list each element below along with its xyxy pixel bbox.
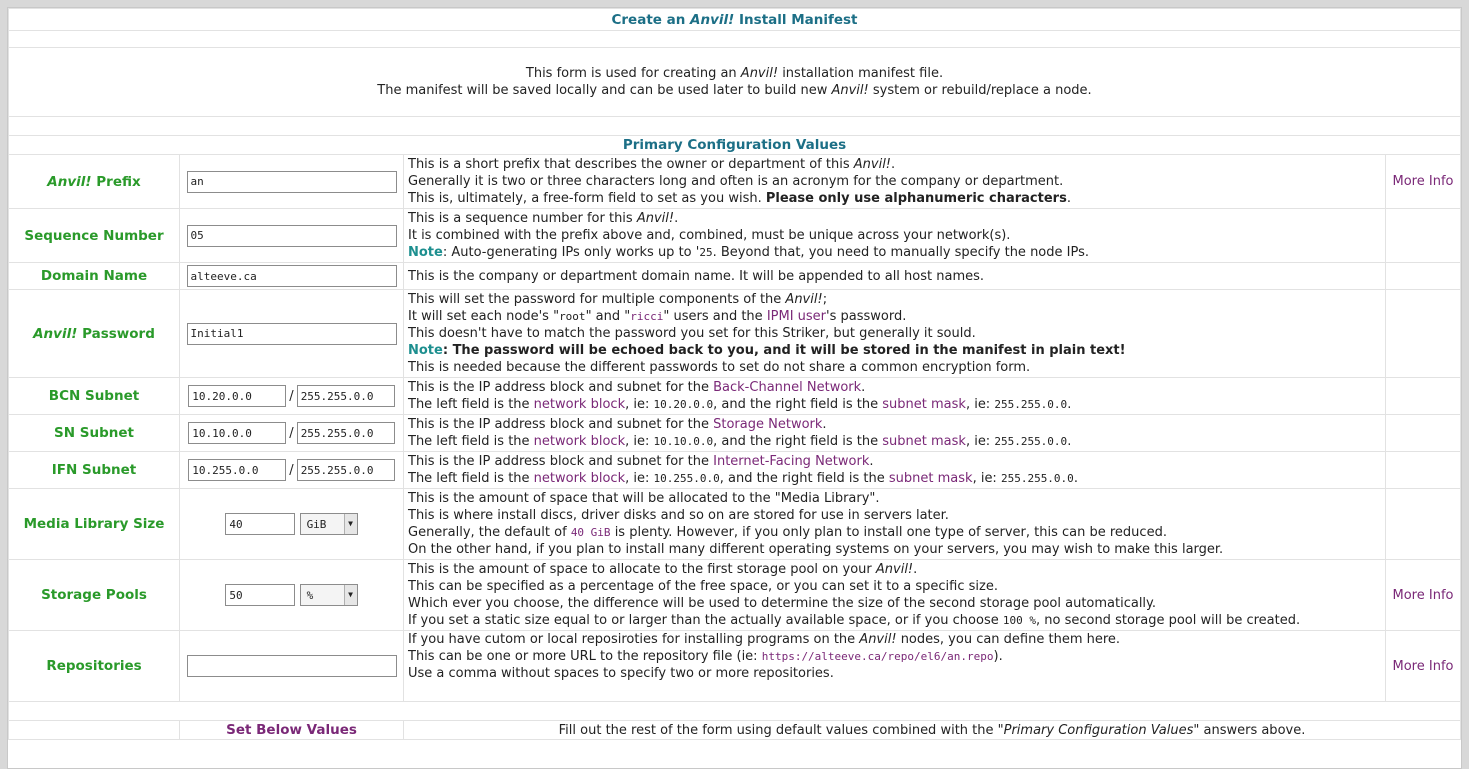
row-repositories [9,631,1461,702]
prefix-input[interactable] [187,171,397,193]
sn-label: SN Subnet [9,415,180,452]
row-prefix [9,155,1461,209]
bcn-mask-input[interactable] [297,385,395,407]
ifn-network-input[interactable] [188,459,286,481]
row-storage-pools [9,560,1461,631]
pool-unit-select[interactable]: % ▼ [300,584,358,606]
set-below-description: Fill out the rest of the form using default values combined with the "Primary Configuration Values" answers above. [404,721,1461,740]
storage-pools-description: This is the amount of space to allocate to the first storage pool on your Anvil!. This can be specified as a percentage of the free space, or you can set it to a specific size. Which ever you choose, the difference will be used to determine the size of the second storage pool automatically. If you set a static size equal to or larger than the actually available space, or if you choose 100 %, no second storage pool will be created. [404,560,1386,631]
section-header-row [9,136,1461,155]
sn-link[interactable]: Storage Network [713,417,823,432]
page-title [9,9,1461,31]
row-media-library [9,489,1461,560]
repositories-label: Repositories [9,631,180,702]
repositories-more-info-link[interactable]: More Info [1392,658,1454,674]
ifn-link[interactable]: Internet-Facing Network [713,454,870,469]
bcn-description: This is the IP address block and subnet for the Back-Channel Network. The left field is the network block, ie: 10.20.0.0, and the right field is the subnet mask, ie: 255.255.0.0. [404,378,1386,415]
sn-description: This is the IP address block and subnet for the Storage Network. The left field is the network block, ie: 10.10.0.0, and the right field is the subnet mask, ie: 255.255.0.0. [404,415,1386,452]
ipmi-user-link[interactable]: IPMI user [766,309,827,324]
domain-label: Domain Name [9,263,180,290]
spacer-row [9,117,1461,136]
intro-text: This form is used for creating an Anvil! installation manifest file. The manifest will be saved locally and can be used later to build new Anvil! system or rebuild/replace a node. [9,48,1461,117]
subnet-mask-link[interactable]: subnet mask [882,397,966,412]
media-size-input[interactable] [225,513,295,535]
repositories-input[interactable] [187,655,397,677]
ifn-description: This is the IP address block and subnet for the Internet-Facing Network. The left field is the network block, ie: 10.255.0.0, and the right field is the subnet mask, ie: 255.255.0.0. [404,452,1386,489]
chevron-down-icon: ▼ [344,514,357,534]
manifest-form-table [8,8,1461,740]
repositories-description: If you have cutom or local reposiroties for installing programs on the Anvil! nodes, you can define them here. This can be one or more URL to the repository file (ie: https://alteeve.ca/repo/el6/an.repo). Use a comma without spaces to specify two or more repositories. [404,631,1386,702]
domain-description: This is the company or department domain name. It will be appended to all host names. [404,263,1386,290]
ifn-label: IFN Subnet [9,452,180,489]
storage-pools-more-info-link[interactable]: More Info [1392,587,1454,603]
storage-pools-label: Storage Pools [9,560,180,631]
title-em: Anvil! [690,11,735,28]
network-block-link[interactable]: network block [533,397,626,412]
network-block-link[interactable]: network block [533,434,626,449]
subnet-mask-link[interactable]: subnet mask [882,434,966,449]
bcn-network-input[interactable] [188,385,286,407]
row-sn: SN Subnet 10.10.0.0 /255.255.0.0 This is the IP address block and subnet for the Storage Network. The left field is the network block, ie: 10.10.0.0, and the right field is the subnet mask, ie: 255.255.0.0. [9,415,1461,452]
ifn-mask-input[interactable] [297,459,395,481]
prefix-description: This is a short prefix that describes the owner or department of this Anvil!. Generally it is two or three characters long and often is an acronym for the company or department. This is, ultimately, a free-form field to set as you wish. Please only use alphanumeric characters. [404,155,1386,209]
media-library-label: Media Library Size [9,489,180,560]
row-sequence [9,209,1461,263]
row-domain [9,263,1461,290]
media-unit-select[interactable]: GiB ▼ [300,513,358,535]
password-description: This will set the password for multiple components of the Anvil!; It will set each node's "root" and "ricci" users and the IPMI user's password. This doesn't have to match the password you set for this Striker, but generally it sould. Note: The password will be echoed back to you, and it will be stored in the manifest in plain text! This is needed because the different passwords to set do not share a common encryption form. [404,290,1386,378]
chevron-down-icon: ▼ [344,585,357,605]
pool-size-input[interactable] [225,584,295,606]
manifest-form-frame [7,7,1462,769]
sequence-input[interactable] [187,225,397,247]
sn-network-input[interactable] [188,422,286,444]
prefix-more-info-link[interactable]: More Info [1392,174,1454,189]
set-below-row [9,721,1461,740]
title-post: Install Manifest [734,11,858,28]
password-input[interactable] [187,323,397,345]
title-pre: Create an [611,11,691,28]
intro-row [9,48,1461,117]
media-library-description: This is the amount of space that will be allocated to the "Media Library". This is where install discs, driver disks and so on are stored for use in servers later. Generally, the default of 40 GiB is plenty. However, if you only plan to install one type of server, this can be reduced. On the other hand, if you plan to install many different operating systems on your servers, you may wish to make this larger. [404,489,1386,560]
set-below-values-button[interactable]: Set Below Values [180,721,404,740]
bcn-label: BCN Subnet [9,378,180,415]
sequence-label: Sequence Number [9,209,180,263]
spacer-row [9,31,1461,48]
section-title: Primary Configuration Values [9,136,1461,155]
subnet-mask-link[interactable]: subnet mask [888,471,973,486]
row-ifn: IFN Subnet 10.255.0.0 /255.255.0.0 This is the IP address block and subnet for the Internet-Facing Network. The left field is the network block, ie: 10.255.0.0, and the right field is the subnet mask, ie: 255.255.0.0. [9,452,1461,489]
row-bcn: BCN Subnet 10.20.0.0 /255.255.0.0 This is the IP address block and subnet for the Back-Channel Network. The left field is the network block, ie: 10.20.0.0, and the right field is the subnet mask, ie: 255.255.0.0. [9,378,1461,415]
sn-mask-input[interactable] [297,422,395,444]
row-password [9,290,1461,378]
password-label: Anvil! Password [9,290,180,378]
sequence-description: This is a sequence number for this Anvil!. It is combined with the prefix above and, combined, must be unique across your network(s). Note: Auto-generating IPs only works up to '25. Beyond that, you need to manually specify the node IPs. [404,209,1386,263]
bcn-link[interactable]: Back-Channel Network [713,380,862,395]
spacer-row [9,702,1461,721]
network-block-link[interactable]: network block [533,471,626,486]
domain-input[interactable] [187,265,397,287]
title-row [9,9,1461,31]
prefix-label: Anvil! Prefix [9,155,180,209]
